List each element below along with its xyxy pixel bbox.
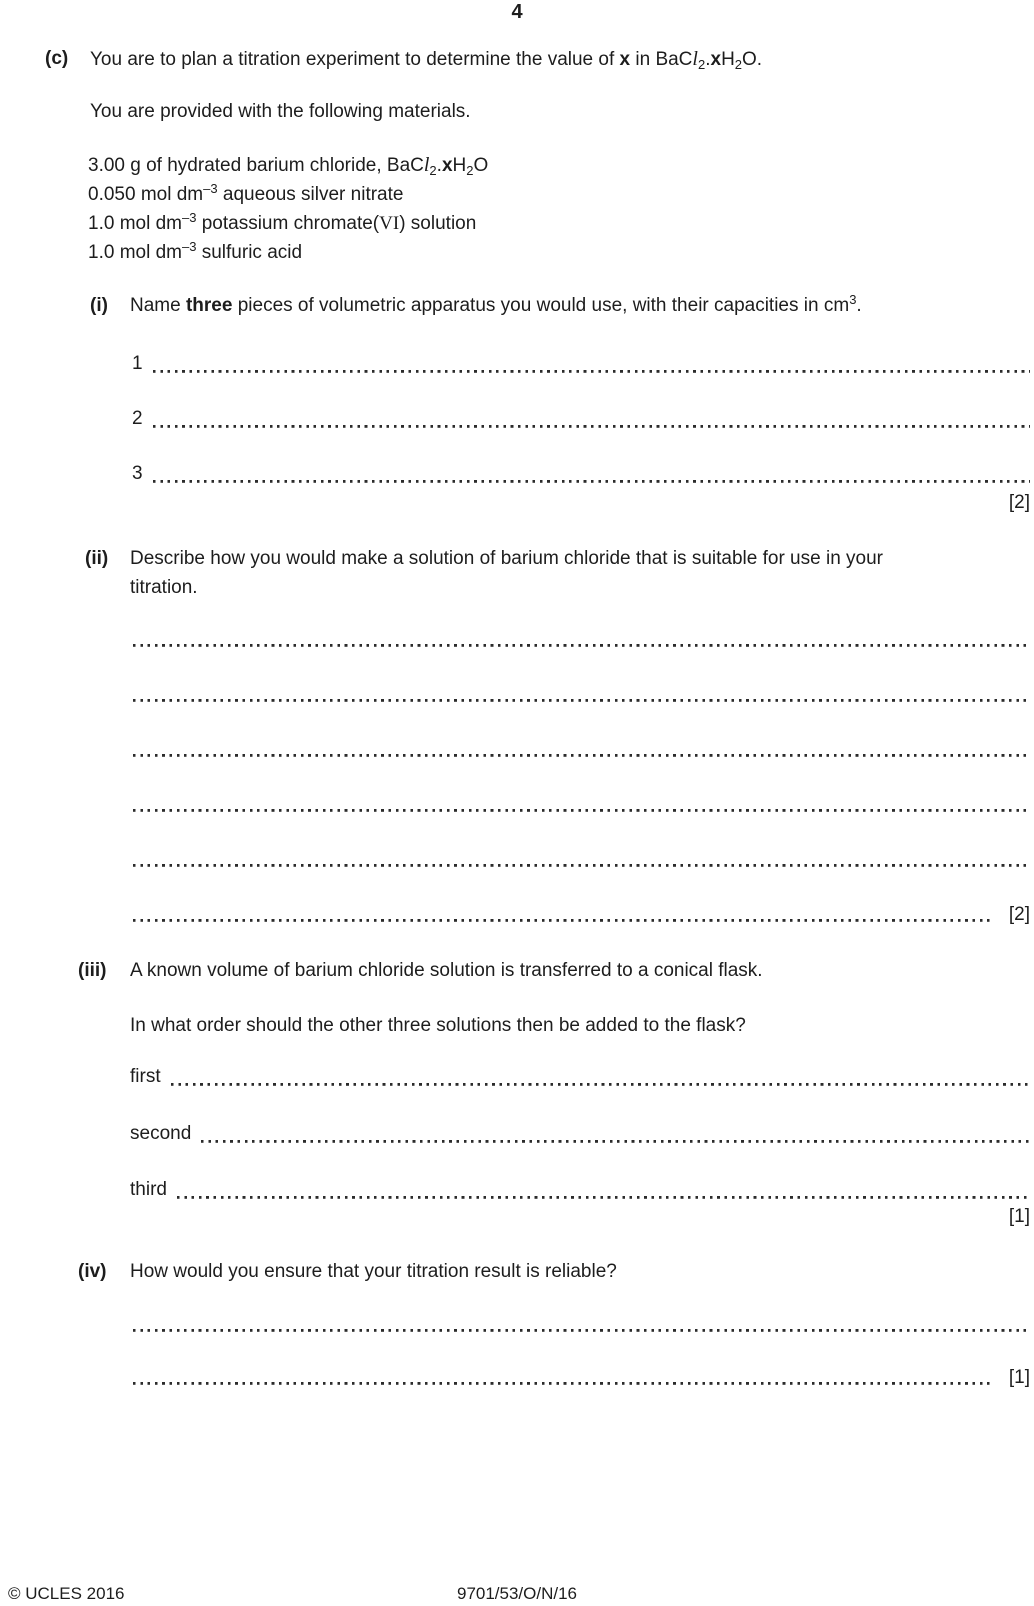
sub-question-i-text: Name three pieces of volumetric apparatus you would use, with their capacities in $cm^3$. — [130, 292, 862, 316]
answer-line-with-marks — [133, 905, 1030, 925]
dotted-line — [133, 740, 1030, 760]
marks-badge: [2] — [1008, 904, 1030, 925]
answer-line — [132, 352, 1030, 376]
dotted-line — [201, 1122, 1030, 1146]
question-c-label: (c) — [45, 48, 69, 69]
dotted-line — [133, 685, 1030, 705]
dotted-line — [133, 1368, 992, 1388]
dotted-line — [133, 1315, 1030, 1335]
answer-line-label: third — [130, 1179, 167, 1200]
answer-line — [132, 462, 1030, 486]
dotted-line — [153, 352, 1030, 376]
dotted-line — [177, 1178, 1030, 1202]
sub-question-i-label: (i) — [90, 295, 108, 316]
answer-line — [130, 1122, 1030, 1146]
sub-question-ii-text-line1: Describe how you would make a solution of barium chloride that is suitable for use in your — [130, 548, 883, 569]
bold-x: x — [441, 155, 453, 176]
sub-question-iii-label: (iii) — [78, 960, 107, 981]
dotted-line — [133, 905, 992, 925]
answer-line-label: first — [130, 1066, 161, 1087]
dotted-line — [153, 407, 1030, 431]
sub-question-ii-label: (ii) — [85, 548, 109, 569]
sub-question-iv-text: How would you ensure that your titration result is reliable? — [130, 1261, 617, 1282]
material-item: 3.00 g of hydrated barium chloride, $BaCl_2.xH_2O$ — [88, 154, 489, 178]
material-item: 1.0 mol $dm^{-3}$ potassium chromate(VI) solution — [88, 210, 477, 234]
marks-badge: [1] — [1008, 1206, 1030, 1227]
marks-badge: [1] — [1008, 1367, 1030, 1388]
bold-three: three — [185, 295, 233, 316]
italic-l: l — [423, 154, 430, 176]
answer-line-label: 1 — [132, 353, 143, 374]
answer-line-label: 3 — [132, 463, 143, 484]
sub-question-iii-question: In what order should the other three solutions then be added to the flask? — [130, 1015, 746, 1036]
dotted-line — [171, 1065, 1030, 1089]
provided-statement: You are provided with the following materials. — [90, 101, 471, 122]
material-item: 0.050 mol $dm^{-3}$ aqueous silver nitrate — [88, 181, 404, 205]
answer-line — [130, 1065, 1030, 1089]
materials-list — [88, 151, 488, 267]
roman-numeral: VI — [379, 213, 400, 234]
sub-question-iv-label: (iv) — [78, 1261, 107, 1282]
page-number: 4 — [511, 1, 523, 23]
sub-question-ii-text-line2: titration. — [130, 577, 198, 598]
answer-line-label: second — [130, 1123, 192, 1144]
bold-x: x — [619, 49, 631, 70]
answer-line-label: 2 — [132, 408, 143, 429]
answer-line — [132, 407, 1030, 431]
italic-l: l — [692, 48, 698, 70]
material-item: 1.0 mol $dm^{-3}$ sulfuric acid — [88, 239, 303, 263]
answer-line-with-marks — [133, 1368, 1030, 1388]
question-c-intro: You are to plan a titration experiment to determine the value of x in $BaCl_2.xH_2O$. — [90, 48, 763, 72]
sub-question-iii-statement: A known volume of barium chloride solution is transferred to a conical flask. — [130, 960, 763, 981]
dotted-line — [133, 795, 1030, 815]
bold-x: x — [710, 49, 722, 70]
dotted-line — [133, 850, 1030, 870]
answer-line — [130, 1178, 1030, 1202]
dotted-line — [133, 630, 1030, 650]
dotted-line — [153, 462, 1030, 486]
marks-badge: [2] — [1008, 492, 1030, 513]
footer-copyright: © UCLES 2016 — [8, 1584, 125, 1603]
footer-paper-code: 9701/53/O/N/16 — [456, 1584, 578, 1603]
